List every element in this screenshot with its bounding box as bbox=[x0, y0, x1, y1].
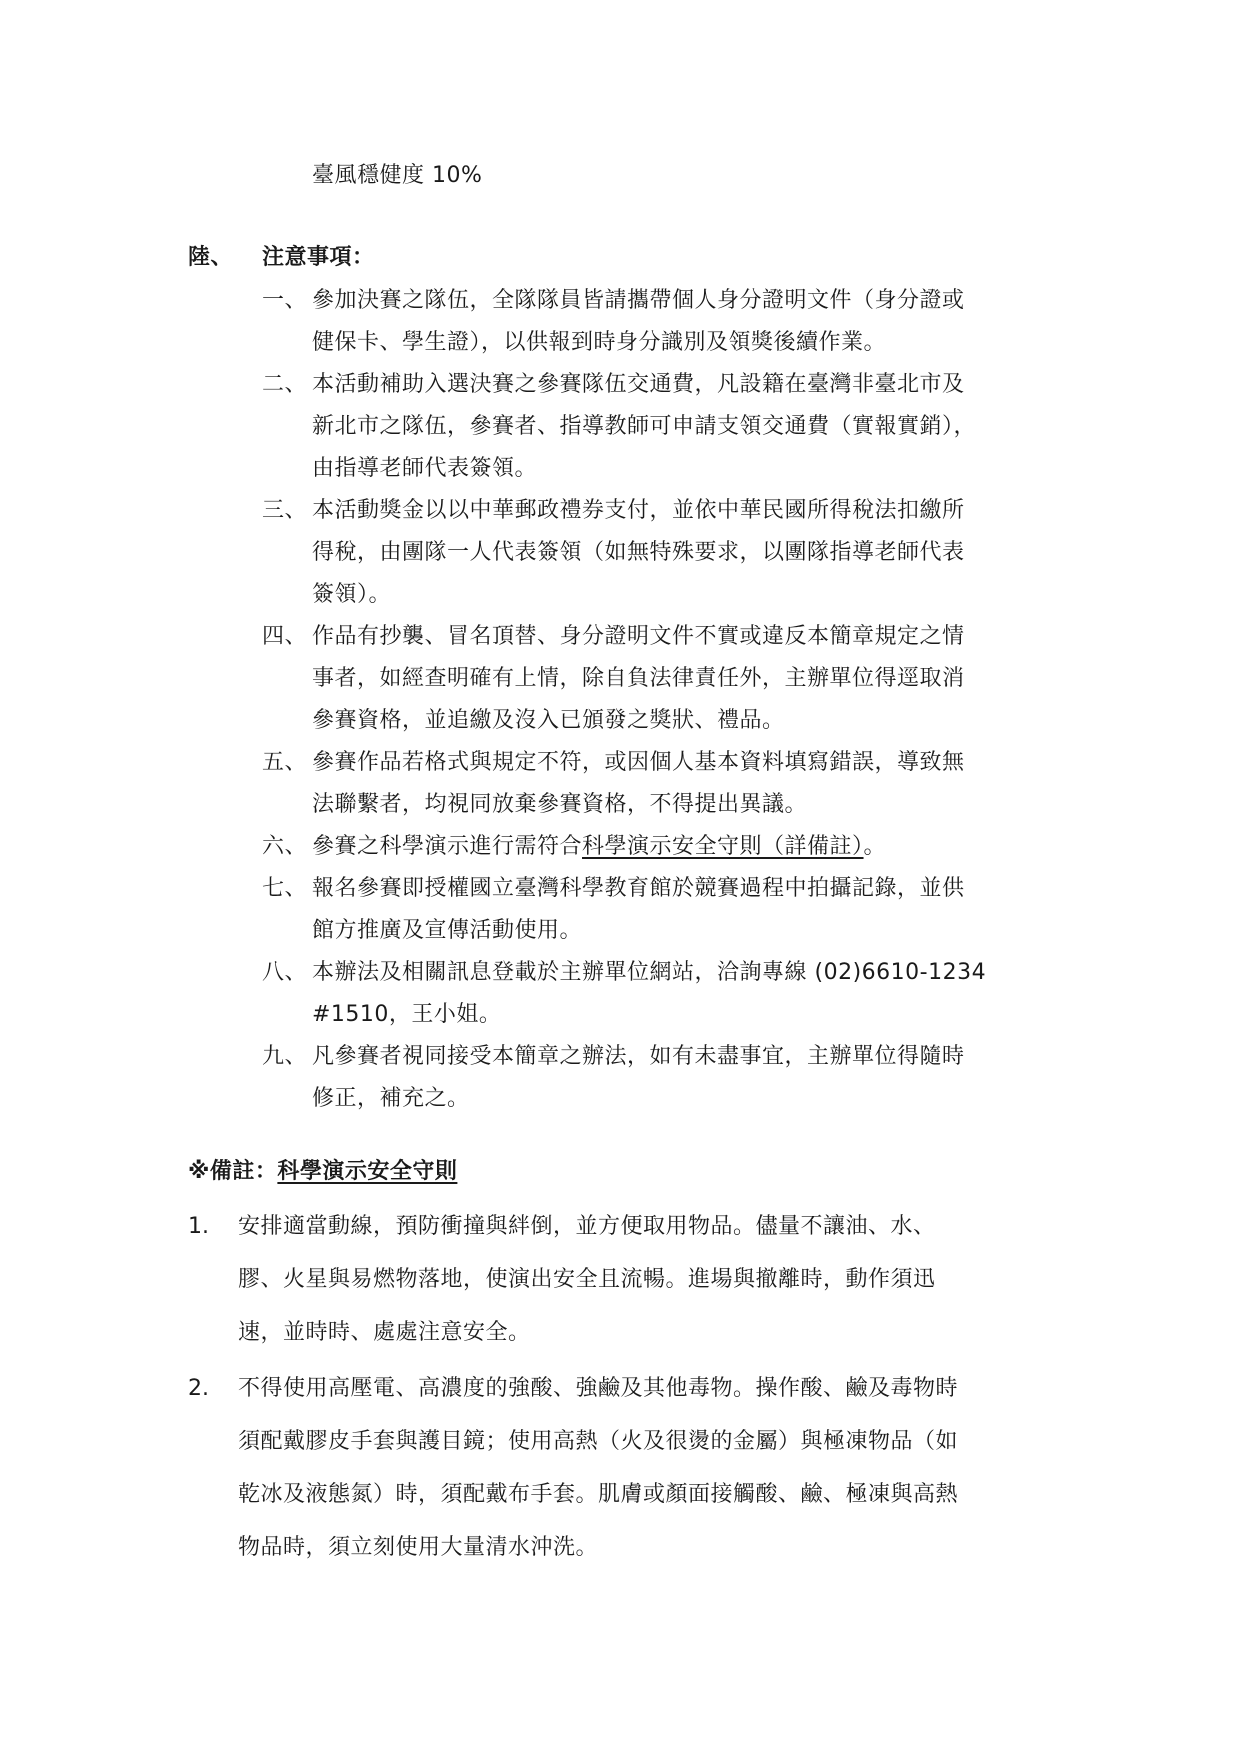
rule-1-line-3: 速，並時時、處處注意安全。 bbox=[238, 1320, 531, 1345]
rule-2-line-2: 須配戴膠皮手套與護目鏡；使用高熱（火及很燙的金屬）與極凍物品（如 bbox=[238, 1429, 959, 1454]
note-3-line-3: 簽領）。 bbox=[312, 582, 392, 607]
rule-1-number: 1. bbox=[188, 1214, 209, 1239]
note-8-line-2: #1510，王小姐。 bbox=[312, 1002, 502, 1027]
note-8-marker: 八、 bbox=[262, 960, 308, 985]
rule-1-line-2: 膠、火星與易燃物落地，使演出安全且流暢。進場與撤離時，動作須迅 bbox=[238, 1267, 936, 1292]
rule-2-line-1: 不得使用高壓電、高濃度的強酸、強鹼及其他毒物。操作酸、鹼及毒物時 bbox=[238, 1376, 959, 1401]
note-9-line-1: 凡參賽者視同接受本簡章之辦法，如有未盡事宜，主辦單位得隨時 bbox=[312, 1044, 965, 1069]
note-4-line-3: 參賽資格，並追繳及沒入已頒發之獎狀、禮品。 bbox=[312, 708, 785, 733]
note-6-marker: 六、 bbox=[262, 834, 308, 859]
remark-heading bbox=[188, 1157, 457, 1187]
note-6-suffix: 。 bbox=[863, 834, 887, 859]
note-3-marker: 三、 bbox=[262, 498, 308, 523]
rule-2-line-3: 乾冰及液態氮）時，須配戴布手套。肌膚或顏面接觸酸、鹼、極凍與高熱 bbox=[238, 1482, 959, 1507]
note-4-marker: 四、 bbox=[262, 624, 308, 649]
note-9-marker: 九、 bbox=[262, 1044, 308, 1069]
safety-rules-reference: 科學演示安全守則（詳備註） bbox=[582, 834, 864, 859]
note-4-line-1: 作品有抄襲、冒名頂替、身分證明文件不實或違反本簡章規定之情 bbox=[312, 624, 965, 649]
note-6-prefix: 參賽之科學演示進行需符合 bbox=[312, 834, 583, 859]
note-1-line-1: 參加決賽之隊伍，全隊隊員皆請攜帶個人身分證明文件（身分證或 bbox=[312, 288, 965, 313]
note-3-line-1: 本活動獎金以以中華郵政禮券支付，並依中華民國所得稅法扣繳所 bbox=[312, 498, 965, 523]
remark-prefix: ※備註： bbox=[188, 1159, 278, 1184]
note-5-line-1: 參賽作品若格式與規定不符，或因個人基本資料填寫錯誤，導致無 bbox=[312, 750, 965, 775]
rule-2-number: 2. bbox=[188, 1376, 209, 1401]
section-title: 注意事項： bbox=[262, 245, 375, 270]
section-marker: 陸、 bbox=[188, 245, 234, 270]
note-7-line-2: 館方推廣及宣傳活動使用。 bbox=[312, 918, 583, 943]
rule-1-line-1: 安排適當動線，預防衝撞與絆倒，並方便取用物品。儘量不讓油、水、 bbox=[238, 1214, 936, 1239]
note-7-line-1: 報名參賽即授權國立臺灣科學教育館於競賽過程中拍攝記錄，並供 bbox=[312, 876, 965, 901]
note-2-line-3: 由指導老師代表簽領。 bbox=[312, 456, 538, 481]
note-1-marker: 一、 bbox=[262, 288, 308, 313]
note-7-marker: 七、 bbox=[262, 876, 308, 901]
rule-2-line-4: 物品時，須立刻使用大量清水沖洗。 bbox=[238, 1535, 599, 1560]
carryover-text: 臺風穩健度 10% bbox=[312, 163, 483, 188]
note-3-line-2: 得稅，由團隊一人代表簽領（如無特殊要求，以團隊指導老師代表 bbox=[312, 540, 965, 565]
note-9-line-2: 修正，補充之。 bbox=[312, 1086, 470, 1111]
note-1-line-2: 健保卡、學生證），以供報到時身分識別及領獎後續作業。 bbox=[312, 330, 887, 355]
note-4-line-2: 事者，如經查明確有上情，除自負法律責任外，主辦單位得逕取消 bbox=[312, 666, 965, 691]
note-2-line-2: 新北市之隊伍，參賽者、指導教師可申請支領交通費（實報實銷）， bbox=[312, 414, 977, 439]
note-8-line-1: 本辦法及相關訊息登載於主辦單位網站，洽詢專線 (02)6610-1234 bbox=[312, 960, 987, 985]
note-5-line-2: 法聯繫者，均視同放棄參賽資格，不得提出異議。 bbox=[312, 792, 808, 817]
note-2-line-1: 本活動補助入選決賽之參賽隊伍交通費，凡設籍在臺灣非臺北市及 bbox=[312, 372, 965, 397]
remark-title: 科學演示安全守則 bbox=[277, 1159, 458, 1184]
note-6-line-1 bbox=[312, 832, 886, 862]
note-5-marker: 五、 bbox=[262, 750, 308, 775]
note-2-marker: 二、 bbox=[262, 372, 308, 397]
